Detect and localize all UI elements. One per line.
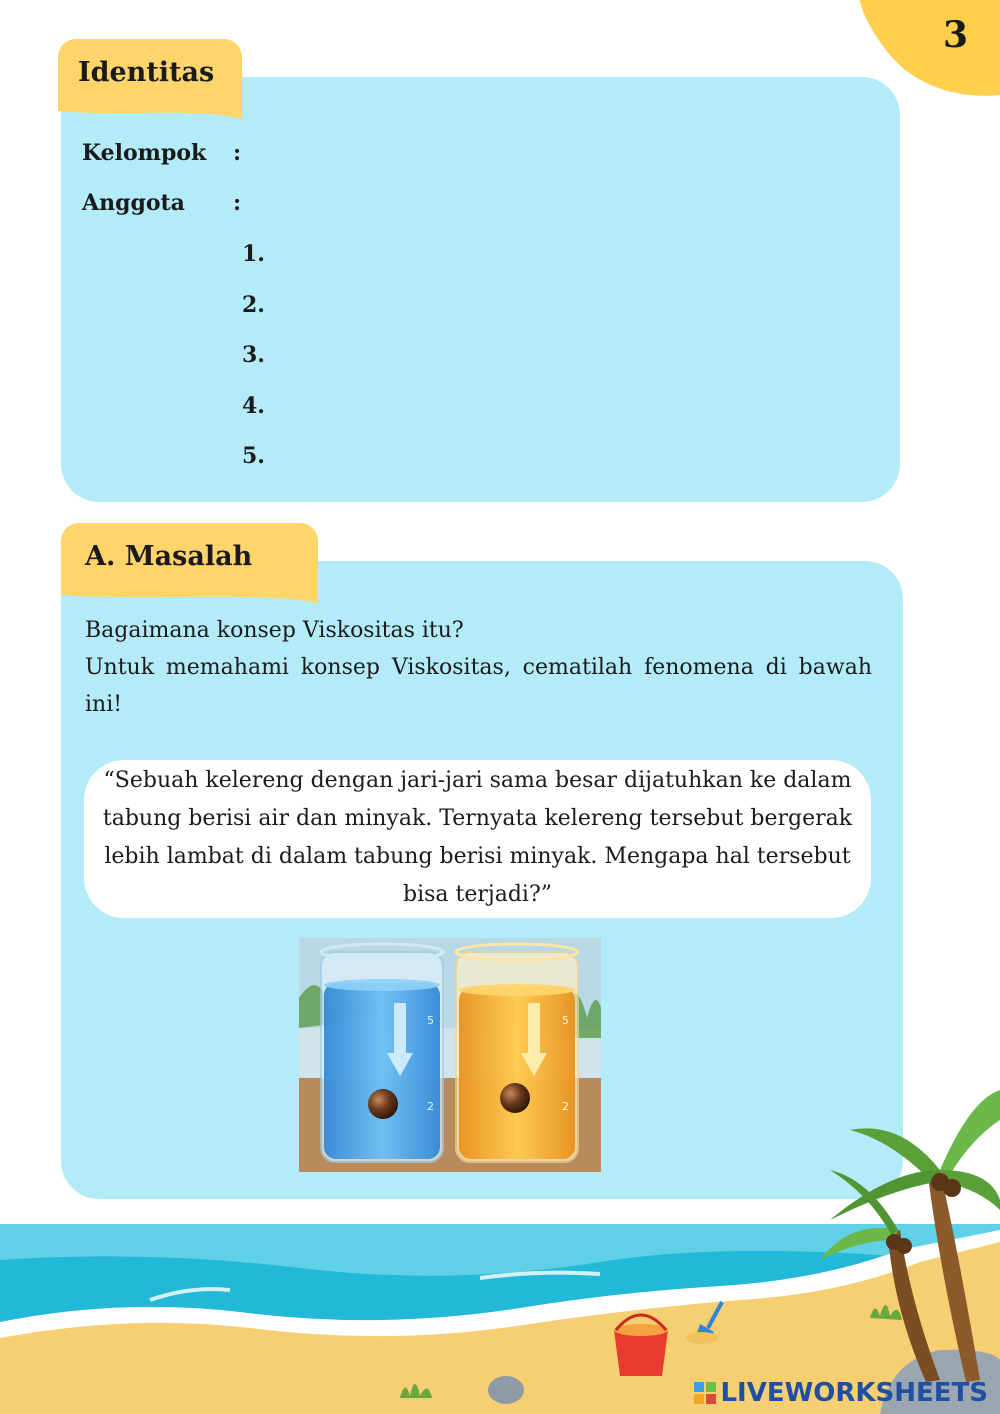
member-number-1: 1. xyxy=(242,241,265,267)
member-2-input[interactable] xyxy=(275,289,855,323)
member-3-input[interactable] xyxy=(275,339,855,373)
anggota-label: Anggota xyxy=(82,190,185,216)
liveworksheets-logo-icon xyxy=(694,1382,716,1404)
brand-name: LIVEWORKSHEETS xyxy=(720,1378,988,1408)
kelompok-colon: : xyxy=(233,140,242,166)
kelompok-label: Kelompok xyxy=(82,140,207,166)
oil-scale-mark-2: 2 xyxy=(562,1100,569,1113)
water-scale-mark-5: 5 xyxy=(427,1014,434,1027)
phenomenon-quote: “Sebuah kelereng dengan jari-jari sama besar dijatuhkan ke dalam tabung berisi air dan minyak. Ternyata kelereng tersebut bergerak lebih lambat di dalam tabung berisi minyak. Mengapa hal tersebut bisa terjadi?” xyxy=(102,768,853,907)
kelompok-input[interactable] xyxy=(260,138,860,172)
anggota-colon: : xyxy=(233,190,242,216)
masalah-header-tab xyxy=(61,523,318,595)
viscosity-tubes-illustration xyxy=(299,938,601,1172)
member-number-3: 3. xyxy=(242,342,265,368)
sand-bucket-icon xyxy=(614,1315,668,1376)
identitas-title: Identitas xyxy=(78,57,215,88)
masalah-title: A. Masalah xyxy=(85,541,253,572)
oil-tube xyxy=(456,944,578,1162)
phenomenon-quote-box xyxy=(84,760,871,918)
water-scale-mark-2: 2 xyxy=(427,1100,434,1113)
member-number-2: 2. xyxy=(242,292,265,318)
member-number-4: 4. xyxy=(242,393,265,419)
member-4-input[interactable] xyxy=(275,390,855,424)
oil-scale-mark-5: 5 xyxy=(562,1014,569,1027)
page-number: 3 xyxy=(942,14,968,56)
member-1-input[interactable] xyxy=(275,238,855,272)
liveworksheets-brand xyxy=(694,1378,988,1408)
problem-intro xyxy=(85,612,872,723)
palm-tree-decoration xyxy=(790,1060,1000,1390)
problem-instruction: Untuk memahami konsep Viskositas, cematilah fenomena di bawah ini! xyxy=(85,655,872,717)
tab-fold-decoration xyxy=(58,103,242,119)
member-number-5: 5. xyxy=(242,443,265,469)
water-tube xyxy=(321,944,443,1162)
identitas-header-tab xyxy=(58,39,242,111)
member-5-input[interactable] xyxy=(275,440,855,474)
problem-question: Bagaimana konsep Viskositas itu? xyxy=(85,618,464,643)
tab-fold-decoration xyxy=(61,587,318,603)
